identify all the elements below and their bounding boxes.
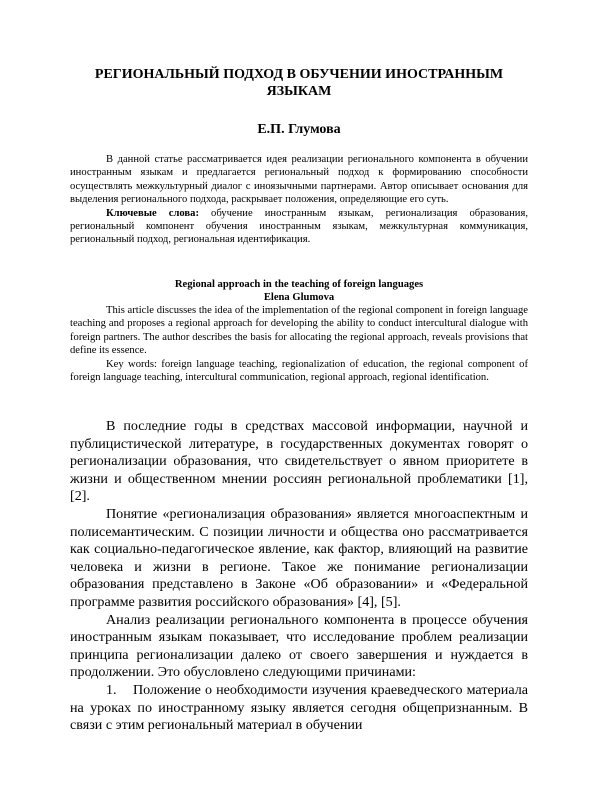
body-paragraph: Анализ реализации регионального компонента в процессе обучения иностранным языкам показывает, что исследование проблем реализации принципа регионализации далеко от своего завершения и нуждается в продолжении. Это обусловлено следующими причинами:	[70, 611, 528, 681]
keywords-en: Key words: foreign language teaching, regionalization of education, the regional component of foreign language teaching, intercultural communication, regional approach, regional identification.	[70, 358, 528, 384]
article-body	[70, 418, 528, 735]
keywords-ru-label: Ключевые слова:	[106, 207, 199, 219]
article-author-en: Elena Glumova	[263, 292, 335, 303]
abstract-ru	[70, 153, 528, 247]
article-title: РЕГИОНАЛЬНЫЙ ПОДХОД В ОБУЧЕНИИ ИНОСТРАННЫМ ЯЗЫКАМ	[94, 67, 504, 99]
abstract-ru-text: В данной статье рассматривается идея реализации регионального компонента в обучении иностранным языкам и предлагается региональный подход к формированию способности осуществлять межкультурный диалог с иноязычными партнерами. Автор описывает основания для выделения регионального подхода, раскрывает положения, определяющие его суть.	[70, 154, 528, 206]
body-paragraph: 1. Положение о необходимости изучения краеведческого материала на уроках по иностранному языку является сегодня общепризнанным. В связи с этим региональный материал в обучении	[70, 681, 528, 734]
article-author: Е.П. Глумова	[257, 122, 341, 137]
keywords-ru-text: обучение иностранным языкам, регионализация образования, региональный компонент обучения иностранным языкам, межкультурная коммуникация, региональный подход, региональная идентификация.	[70, 207, 528, 246]
abstract-en	[70, 304, 528, 384]
article-title-en: Regional approach in the teaching of foreign languages	[174, 279, 424, 290]
body-paragraph: Понятие «регионализация образования» является многоаспектным и полисемантическим. С позиции личности и общества оно рассматривается как социально-педагогическое явление, как фактор, влияющий на развитие человека и жизни в регионе. Такое же понимание регионализации образования представлено в Законе «Об образовании» и «Федеральной программе развития российского образования» [4], [5].	[70, 505, 528, 610]
abstract-en-text: This article discusses the idea of the implementation of the regional component in foreign language teaching and proposes a regional approach for developing the ability to conduct intercultural dialogue with foreign partners. The author describes the basis for allocating the regional approach, reveals provisions that define its essence.	[70, 305, 528, 357]
keywords-ru	[70, 207, 528, 247]
body-paragraph: В последние годы в средствах массовой информации, научной и публицистической литературе, в государственных документах говорят о регионализации образования, что свидетельствует о явном приоритете в жизни и общественном мнении россиян региональной проблематики [1], [2].	[70, 418, 528, 505]
